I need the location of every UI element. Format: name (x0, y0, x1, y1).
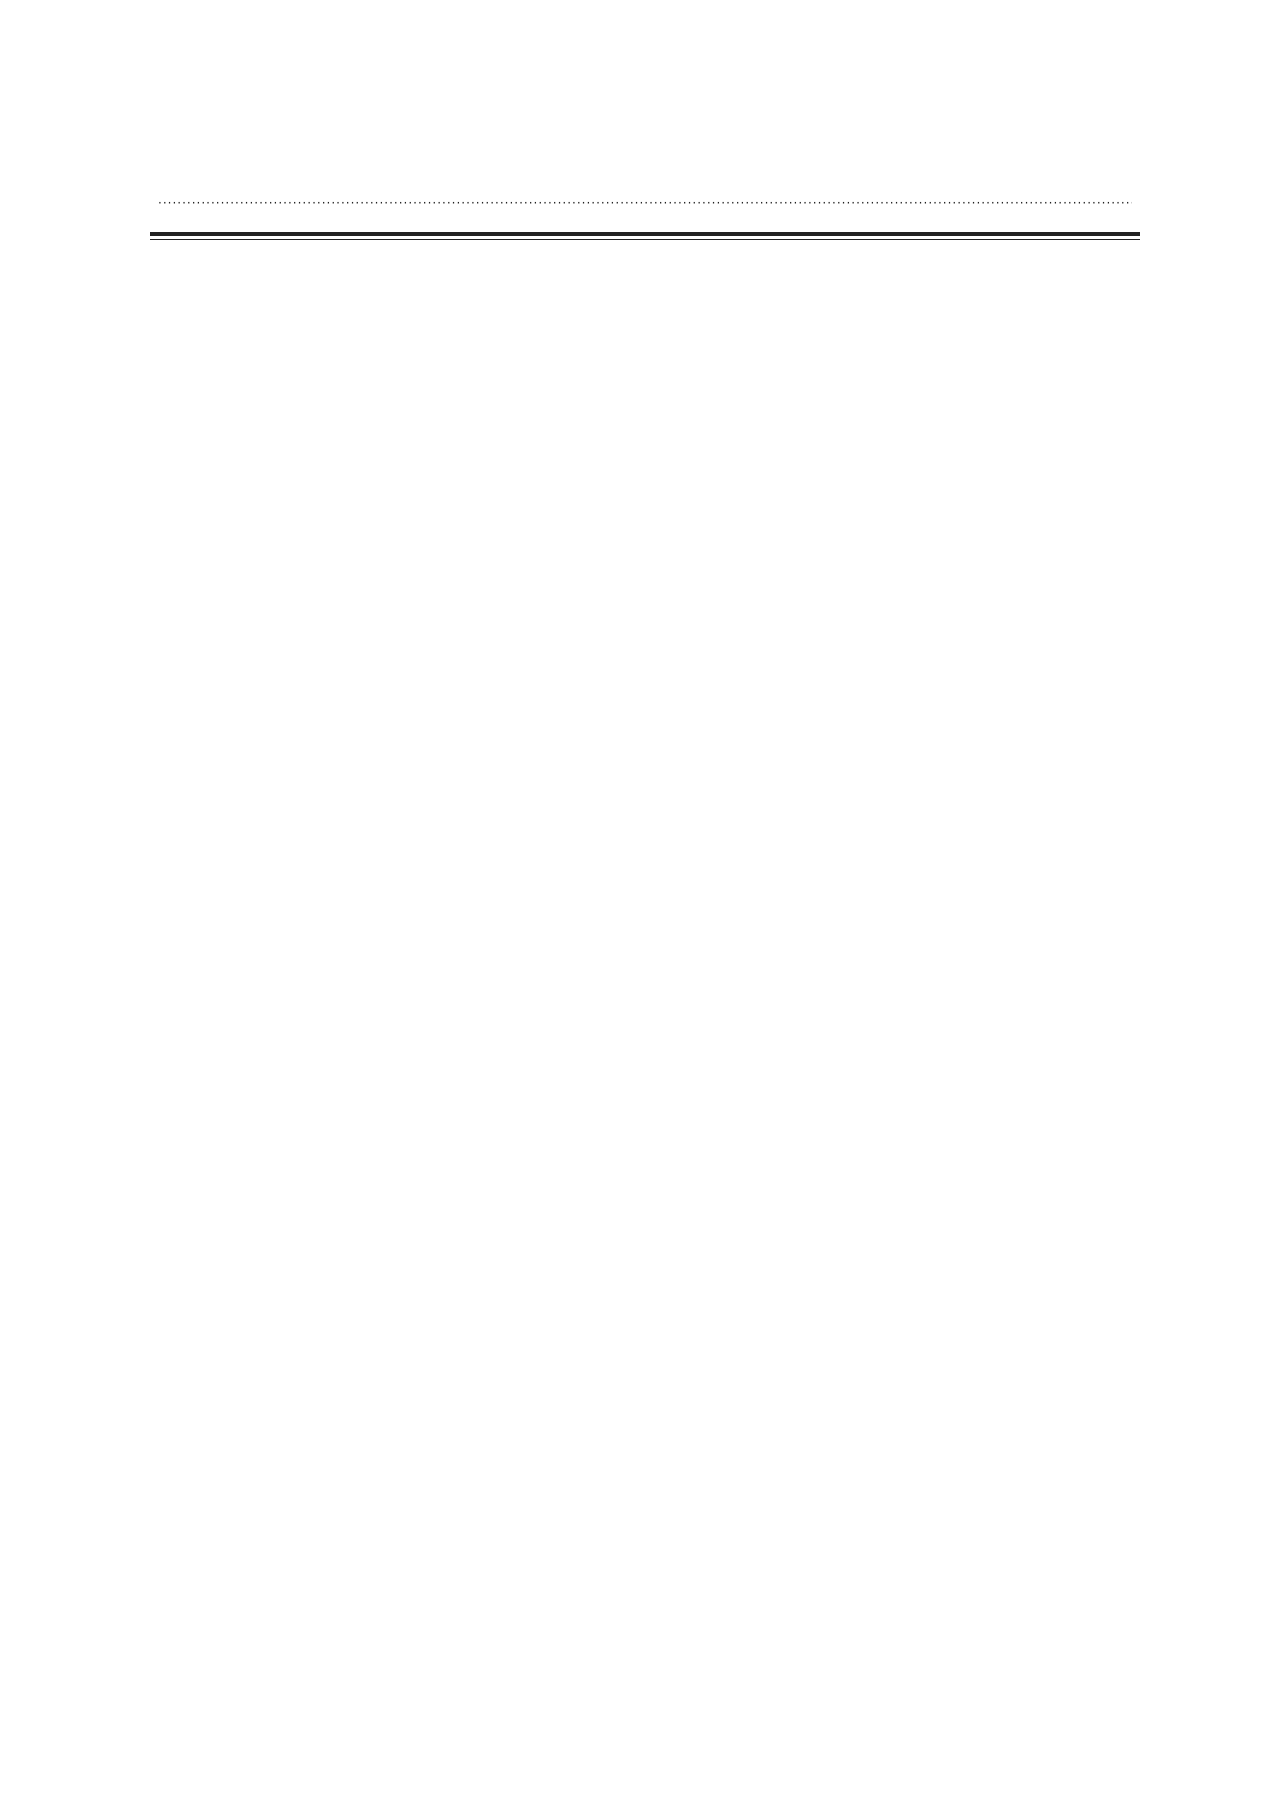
table-of-contents (150, 158, 1140, 250)
dot-leader (158, 188, 1132, 218)
divider-thick (150, 232, 1140, 236)
masthead-credit (150, 188, 1140, 218)
divider-thin (150, 239, 1140, 240)
